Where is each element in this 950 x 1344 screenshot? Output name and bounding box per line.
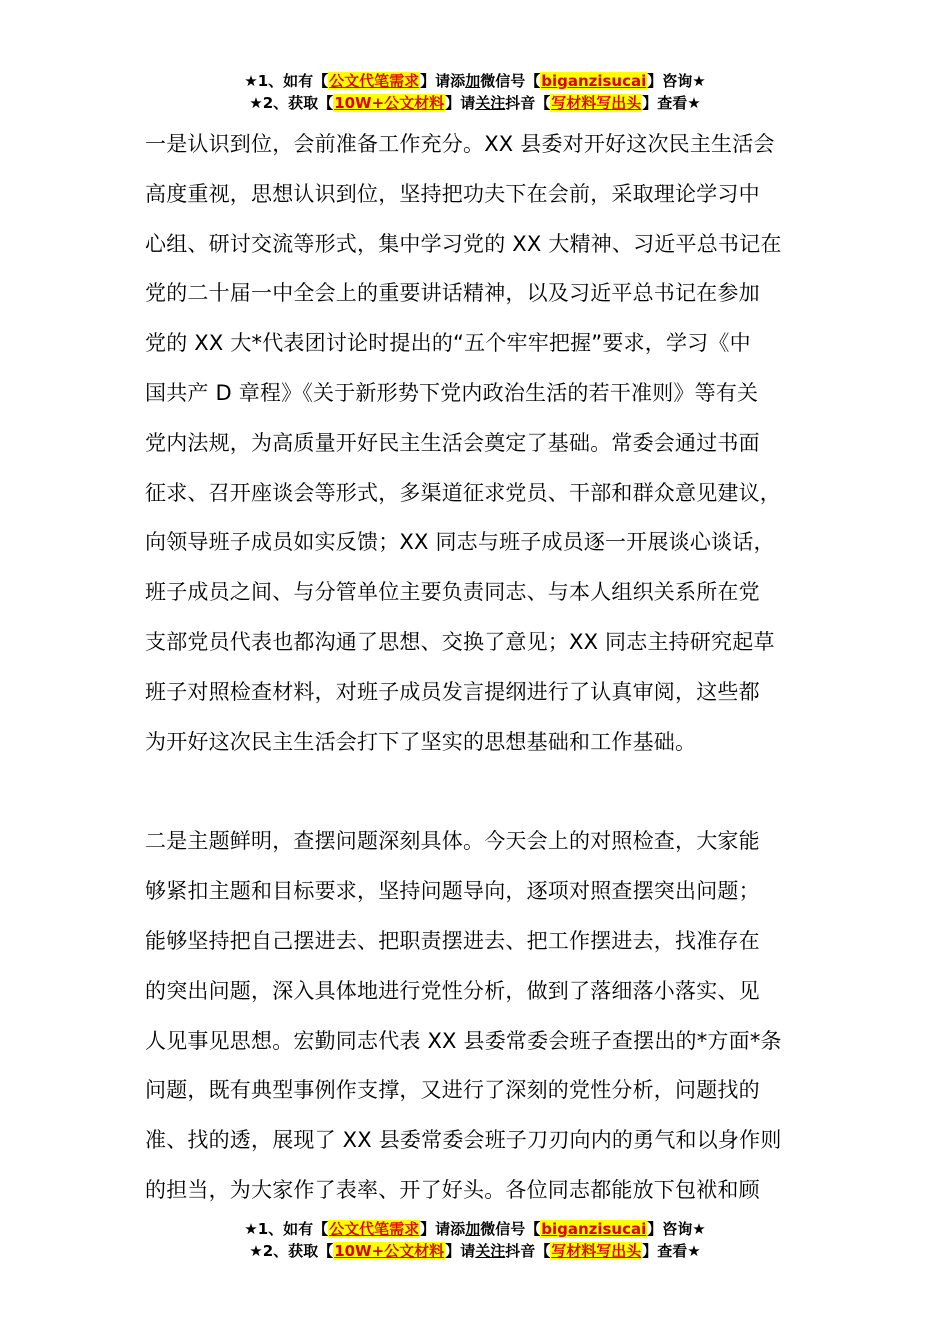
banner-text: 】查看★ bbox=[642, 94, 701, 112]
highlight-wechat-id: biganzisucai bbox=[541, 1220, 647, 1238]
banner-text: 抖音【 bbox=[505, 94, 551, 112]
banner-text: 】请 bbox=[445, 94, 476, 112]
banner-text: 关注 bbox=[475, 1242, 506, 1260]
text-line: 班子对照检查材料，对班子成员发言提纲进行了认真审阅，这些都 bbox=[145, 679, 760, 704]
text-line: 一是认识到位，会前准备工作充分。XX 县委对开好这次民主生活会 bbox=[145, 132, 775, 156]
banner-text: 】请 bbox=[445, 1242, 476, 1260]
banner-text: ★1、如有【 bbox=[244, 1220, 329, 1238]
text-line: 高度重视，思想认识到位，坚持把功夫下在会前，采取理论学习中 bbox=[145, 181, 760, 206]
text-line: 问题，既有典型事例作支撑，又进行了深刻的党性分析，问题找的 bbox=[145, 1078, 760, 1103]
banner-text: 】咨询★ bbox=[647, 72, 706, 90]
text-line: 能够坚持把自己摆进去、把职责摆进去、把工作摆进去，找准存在 bbox=[145, 928, 760, 953]
highlight-wechat-id: biganzisucai bbox=[541, 72, 647, 90]
text-line: 党的二十届一中全会上的重要讲话精神，以及习近平总书记在参加 bbox=[145, 281, 760, 306]
highlight-materials: 10W+公文材料 bbox=[334, 1242, 445, 1260]
banner-text: 加 bbox=[465, 72, 481, 90]
banner-line-2 bbox=[0, 1240, 950, 1262]
banner-text: 抖音【 bbox=[505, 1242, 551, 1260]
text-line: 的担当，为大家作了表率、开了好头。各位同志都能放下包袱和顾 bbox=[145, 1177, 760, 1202]
banner-text: 】请添 bbox=[420, 72, 466, 90]
text-line: 党内法规，为高质量开好民主生活会奠定了基础。常委会通过书面 bbox=[145, 430, 760, 455]
highlight-ghostwriting: 公文代笔需求 bbox=[329, 1220, 420, 1238]
text-line: 够紧扣主题和目标要求，坚持问题导向，逐项对照查摆突出问题； bbox=[145, 879, 760, 904]
highlight-ghostwriting: 公文代笔需求 bbox=[329, 72, 420, 90]
document-body bbox=[145, 120, 825, 1216]
text-line: 的突出问题，深入具体地进行党性分析，做到了落细落小落实、见 bbox=[145, 978, 760, 1003]
paragraph-2 bbox=[145, 817, 825, 1215]
text-line: 准、找的透，展现了 XX 县委常委会班子刀刃向内的勇气和以身作则 bbox=[145, 1128, 782, 1153]
paragraph-1 bbox=[145, 120, 825, 767]
footer-banner bbox=[0, 1218, 950, 1262]
banner-text: 加 bbox=[465, 1220, 481, 1238]
text-line: 为开好这次民主生活会打下了坚实的思想基础和工作基础。 bbox=[145, 729, 697, 754]
banner-text: ★2、获取【 bbox=[249, 94, 334, 112]
banner-line-1 bbox=[0, 1218, 950, 1240]
banner-line-1 bbox=[0, 70, 950, 92]
highlight-douyin-account: 写材料写出头 bbox=[551, 1242, 642, 1260]
text-line: 党的 XX 大*代表团讨论时提出的“五个牢牢把握”要求，学习《中 bbox=[145, 331, 751, 356]
text-line: 支部党员代表也都沟通了思想、交换了意见；XX 同志主持研究起草 bbox=[145, 629, 775, 654]
text-line: 心组、研讨交流等形式，集中学习党的 XX 大精神、习近平总书记在 bbox=[145, 231, 782, 256]
banner-text: 】咨询★ bbox=[647, 1220, 706, 1238]
text-line: 征求、召开座谈会等形式，多渠道征求党员、干部和群众意见建议， bbox=[145, 480, 781, 505]
banner-text: ★2、获取【 bbox=[249, 1242, 334, 1260]
text-line: 班子成员之间、与分管单位主要负责同志、与本人组织关系所在党 bbox=[145, 580, 760, 605]
text-line: 向领导班子成员如实反馈；XX 同志与班子成员逐一开展谈心谈话， bbox=[145, 530, 775, 555]
highlight-douyin-account: 写材料写出头 bbox=[551, 94, 642, 112]
highlight-materials: 10W+公文材料 bbox=[334, 94, 445, 112]
banner-text: 】请添 bbox=[420, 1220, 466, 1238]
text-line: 人见事见思想。宏勤同志代表 XX 县委常委会班子查摆出的*方面*条 bbox=[145, 1028, 782, 1053]
banner-text: 微信号【 bbox=[480, 72, 541, 90]
text-line: 二是主题鲜明，查摆问题深刻具体。今天会上的对照检查，大家能 bbox=[145, 829, 760, 854]
banner-text: 微信号【 bbox=[480, 1220, 541, 1238]
banner-line-2 bbox=[0, 92, 950, 114]
text-line: 国共产 D 章程》《关于新形势下党内政治生活的若干准则》等有关 bbox=[145, 380, 759, 405]
header-banner bbox=[0, 70, 950, 114]
banner-text: 】查看★ bbox=[642, 1242, 701, 1260]
banner-text: ★1、如有【 bbox=[244, 72, 329, 90]
banner-text: 关注 bbox=[475, 94, 506, 112]
